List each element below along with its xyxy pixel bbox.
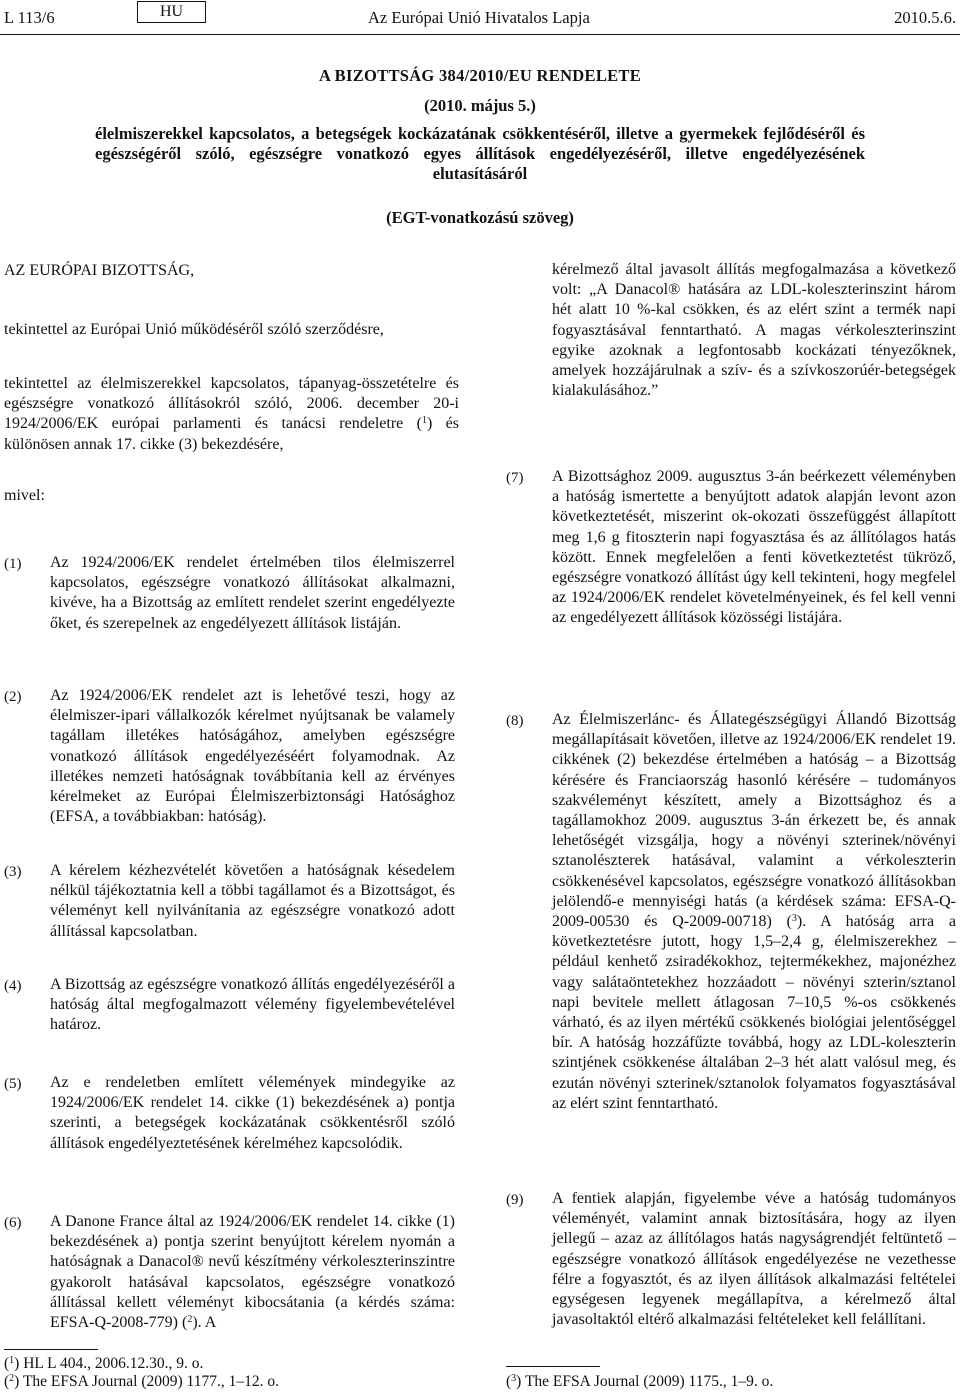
- recital-text: A fentiek alapján, figyelembe véve a hatóság tudományos véleményét, valamint annak biztosítására, hogy az ilyen jellegű – azaz az állítólagos hatás nagyságrendjét feltüntető – egészségre vonatkozó állítások engedélyezése ne vezethesse félre a fogyasztót, és az ilyen állítások alkalmazási feltételei egységesen legyenek megállapítva, a kérelmező által javasoltaktól eltérő alkalmazási feltételeket kell felállítani.: [552, 1190, 956, 1329]
- footnote-ref-3: 3: [791, 913, 797, 925]
- recital-6-text: A Danone France által az 1924/2006/EK rendelet 14. cikke (1) bekezdésének a) pontja szerint benyújtott kérelem nyomán a hatóságnak a Danacol® nevű készítmény vérkoleszterinszintre gyakorolt hatásával kapcsolatos, egészségre vonatkozó állítással kellett véleményt kibocsátania (a kérdés száma: EFSA-Q-2008-779) (: [50, 1213, 455, 1332]
- recital-number: (1): [4, 556, 22, 572]
- recital-number: (9): [506, 1192, 524, 1208]
- footnote-text: The EFSA Journal (2009) 1177., 1–12. o.: [22, 1373, 279, 1390]
- preamble-commission: AZ EURÓPAI BIZOTTSÁG,: [4, 262, 195, 279]
- footnote-rule-right: [506, 1366, 600, 1367]
- recital-text: Az 1924/2006/EK rendelet értelmében tilos élelmiszerrel kapcsolatos, egészségre vonatkozó állításokat alkalmazni, kivéve, ha a Bizottság az említett rendelet szerint engedélyezte őket, és szerepelnek az engedélyezett állítások listáján.: [50, 554, 455, 632]
- recital-text: A Bizottság az egészségre vonatkozó állítás engedélyezéséről a hatóság által megfogalmazott vélemény figyelembevételével határoz.: [50, 976, 455, 1034]
- footnote-3: ($^3$) The EFSA Journal (2009) 1175., 1–9. o.: [506, 1373, 774, 1390]
- recital-number: (7): [506, 470, 524, 486]
- recital-8-text: Az Élelmiszerlánc- és Állategészségügyi Állandó Bizottság megállapításait követően, illetve az 1924/2006/EK rendelet 19. cikkének (2) bekezdése értelmében a hatóság – a Bizottság kérésére és Franciaország hasonló kérésére – tudományos szakvéleményt készített, amely a Bizottsághoz és a tagállamokhoz 2009. augusztus 3-án érkezett be, és annak lehetőségét vizsgálja, hogy a növényi szterinek/növényi sztanolészterek hatásával, valamint a vérkoleszterin csökkenésével kapcsolatos, egészségre vonatkozó állításokban jelölendő-e mennyiségi hatás (a kérdések száma: EFSA-Q-2009-00530 és Q-2009-00718) (: [552, 711, 956, 931]
- recital-text: A kérelem kézhezvételét követően a hatóságnak késedelem nélkül tájékoztatnia kell a többi tagállamot és a Bizottságot, és véleményt kell nyilvánítania az egészségre vonatkozó adott állítással kapcsolatban.: [50, 862, 455, 940]
- language-box: HU: [137, 1, 206, 23]
- footnote-rule-left: [4, 1349, 98, 1350]
- header-page-ref: L 113/6: [4, 8, 55, 27]
- footnote-ref-1: 1: [421, 415, 427, 427]
- regulation-date: (2010. május 5.): [424, 96, 536, 115]
- footnote-number: 3: [511, 1373, 517, 1384]
- footnote-ref-2: 2: [187, 1314, 193, 1326]
- footnote-1: ($^1$) HL L 404., 2006.12.30., 9. o.: [4, 1355, 204, 1372]
- recital-text: [552, 710, 956, 1114]
- recital-number: (4): [4, 978, 22, 994]
- recital-number: (2): [4, 689, 22, 705]
- recital-6-text-end: ). A: [192, 1314, 217, 1332]
- footnote-text: The EFSA Journal (2009) 1175., 1–9. o.: [524, 1373, 774, 1390]
- header-journal: Az Európai Unió Hivatalos Lapja: [368, 8, 590, 27]
- footnote-number: 2: [9, 1373, 15, 1384]
- recital-8-text-end: ). A hatóság arra a következtetésre jutott, hogy 1,5–2,4 g, élelmiszerekhez – például kenhető zsiradékokhoz, tejtermékekhez, majonézhez vagy salátaöntetekhez hozzáadott – növényi szterin/sztanol napi bevitele mellett átlagosan 7–10,5 %-os csökkenés várható, és az ilyen mértékű csökkenés biológiai jelentőséggel bír. A hatóság hozzáfűzte továbbá, hogy az LDL-koleszterin szintjének csökkenése általában 2–3 hét alatt valósul meg, és ezután növényi szterinek/sztanolok folyamatos fogyasztásával az elért szint fenntartható.: [552, 913, 956, 1112]
- recital-text: [50, 1212, 455, 1333]
- recital-number: (6): [4, 1215, 22, 1231]
- having-regard-2-end: ) és különösen annak 17. cikke (3) bekezdésére,: [4, 415, 460, 453]
- footnote-text: HL L 404., 2006.12.30., 9. o.: [23, 1355, 204, 1372]
- recital-number: (8): [506, 713, 524, 729]
- preamble-having-regard-1: tekintettel az Európai Unió működéséről szóló szerződésre,: [4, 321, 384, 338]
- regulation-title: A BIZOTTSÁG 384/2010/EU RENDELETE: [318, 66, 642, 85]
- footnote-number: 1: [9, 1355, 15, 1366]
- header-rule: [0, 34, 960, 35]
- header-date: 2010.5.6.: [894, 8, 956, 27]
- eea-relevance: (EGT-vonatkozású szöveg): [386, 208, 574, 227]
- recital-text: Az e rendeletben említett vélemények mindegyike az 1924/2006/EK rendelet 14. cikke (1) bekezdésének a) pontja szerinti, a betegségek kockázatának csökkentésről szóló állítások engedélyeztetésének kérelméhez kapcsolódik.: [50, 1074, 455, 1152]
- preamble-whereas: mivel:: [4, 487, 45, 504]
- preamble-having-regard-2: [4, 374, 459, 455]
- regulation-subject: élelmiszerekkel kapcsolatos, a betegségek kockázatának csökkentéséről, illetve a gyermekek fejlődéséről és egészségéről szóló, egészségre vonatkozó egyes állítások engedélyezéséről, illetve engedélyezésének elutasításáról: [95, 124, 865, 183]
- recital-6-continued: kérelmező által javasolt állítás megfogalmazása a következő volt: „A Danacol® hatására az LDL-koleszterinszint három hét alatt 10 %-kal csökken, és az elért szint a termék napi fogyasztásával fenntartható. A magas vérkoleszterinszint egyike azoknak a legfontosabb kockázati tényezőknek, amelyek hozzájárulnak a szív- és a szívkoszorúér-betegségek kialakulásához.”: [552, 261, 956, 400]
- recital-number: (5): [4, 1076, 22, 1092]
- footnote-2: ($^2$) The EFSA Journal (2009) 1177., 1–12. o.: [4, 1373, 279, 1390]
- recital-number: (3): [4, 864, 22, 880]
- recital-text: A Bizottsághoz 2009. augusztus 3-án beérkezett véleményben a hatóság ismertette a benyújtott adatok alapján levont azon következtetését, miszerint ok-okozati összefüggést állapított meg 1,6 g fitoszterin napi fogyasztása és az állítólagos hatás között. Ennek megfelelően a fenti következtetést tükröző, egészségre vonatkozó állítást úgy kell tekinteni, hogy megfelel az 1924/2006/EK rendelet követelményeinek, és fel kell venni az engedélyezett állítások közösségi listájára.: [552, 468, 956, 627]
- recital-text: Az 1924/2006/EK rendelet azt is lehetővé teszi, hogy az élelmiszer-ipari vállalkozók kérelmet nyújtsanak be valamely tagállam illetékes hatóságához, amelyben egészségre vonatkozó állítások engedélyezéséért folyamodnak. Az illetékes nemzeti hatóságnak továbbítania kell az érvényes kérelmeket az Európai Élelmiszerbiztonsági Hatósághoz (EFSA, a továbbiakban: hatóság).: [50, 687, 455, 826]
- having-regard-2-text: tekintettel az élelmiszerekkel kapcsolatos, tápanyag-összetételre és egészségre vonatkozó állításokról szóló, 2006. december 20-i 1924/2006/EK európai parlamenti és tanácsi rendeletre (: [4, 375, 459, 433]
